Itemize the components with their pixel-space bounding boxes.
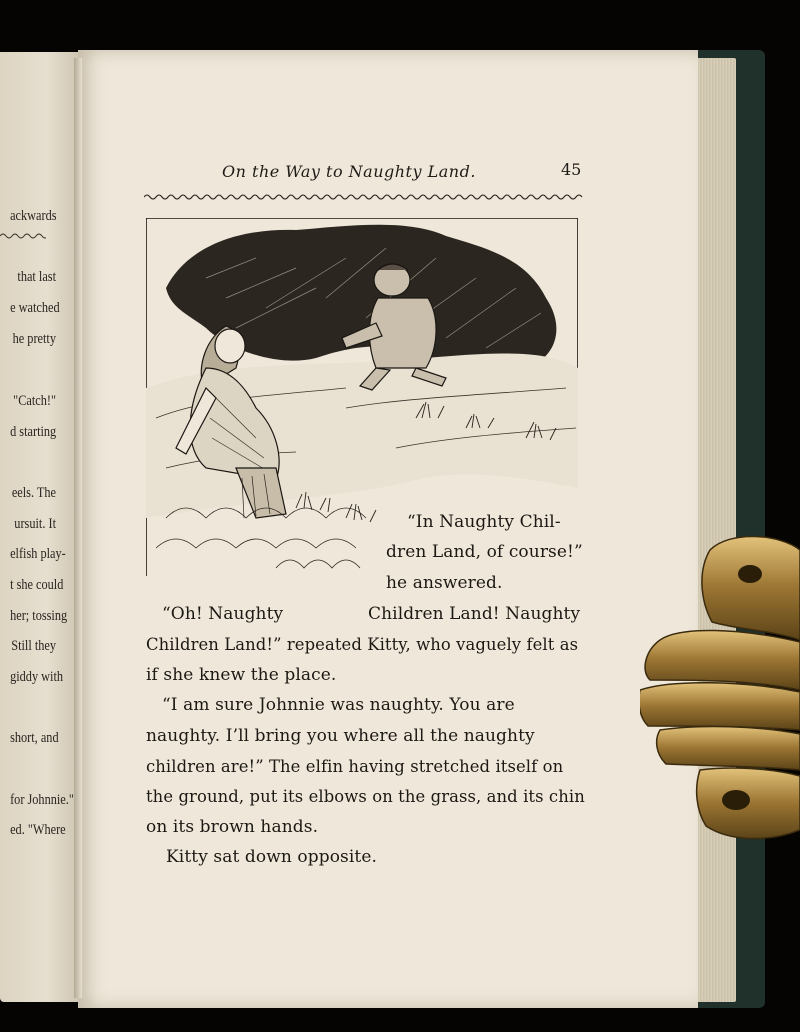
brass-book-clip <box>640 530 800 850</box>
book-gutter <box>74 58 82 998</box>
paragraph-line: if she knew the place. <box>146 665 337 685</box>
left-page-line: eels. The <box>11 485 56 501</box>
left-page-ornament-rule <box>0 232 46 240</box>
paragraph-line: dren Land, of course!” <box>386 542 583 562</box>
left-page-line: "Catch!" <box>13 393 56 409</box>
left-page-line: e watched <box>10 300 60 316</box>
left-page-line: elfish play- <box>10 546 66 562</box>
left-page-line: her; tossing <box>10 608 68 624</box>
left-page-line: that last <box>17 269 56 285</box>
paragraph-line: Kitty sat down opposite. <box>166 847 378 867</box>
left-page-line: ursuit. It <box>14 516 56 532</box>
running-head: On the Way to Naughty Land. <box>222 162 476 181</box>
left-page-line: giddy with <box>10 669 64 685</box>
paragraph-line: Children Land!” repeated Kitty, who vaguely felt as <box>146 635 579 654</box>
left-page <box>0 52 78 1002</box>
left-page-line: d starting <box>10 424 57 440</box>
left-page-line: for Johnnie." <box>10 792 74 808</box>
left-page-line: t she could <box>10 577 64 593</box>
paragraph-line: he answered. <box>386 573 503 593</box>
paragraph-line: Children Land! Naughty <box>368 604 581 624</box>
paragraph-line: “In Naughty Chil- <box>407 512 561 532</box>
paragraph-line: the ground, put its elbows on the grass, and its chin <box>146 787 585 806</box>
paragraph-line: “I am sure Johnnie was naughty. You are <box>162 695 515 715</box>
left-page-line: Still they <box>11 638 56 654</box>
paragraph-line: on its brown hands. <box>146 817 319 837</box>
page-number: 45 <box>561 160 582 179</box>
ornamental-wavy-rule <box>144 192 584 202</box>
left-page-line: short, and <box>10 730 59 746</box>
paragraph-line: naughty. I’ll bring you where all the naughty <box>146 726 535 746</box>
paragraph-line: children are!” The elfin having stretched itself on <box>146 757 564 776</box>
paragraph-line: “Oh! Naughty <box>162 604 284 624</box>
left-page-line: ackwards <box>10 208 57 224</box>
left-page-line: ed. "Where <box>10 822 66 838</box>
left-page-line: he pretty <box>12 331 57 347</box>
